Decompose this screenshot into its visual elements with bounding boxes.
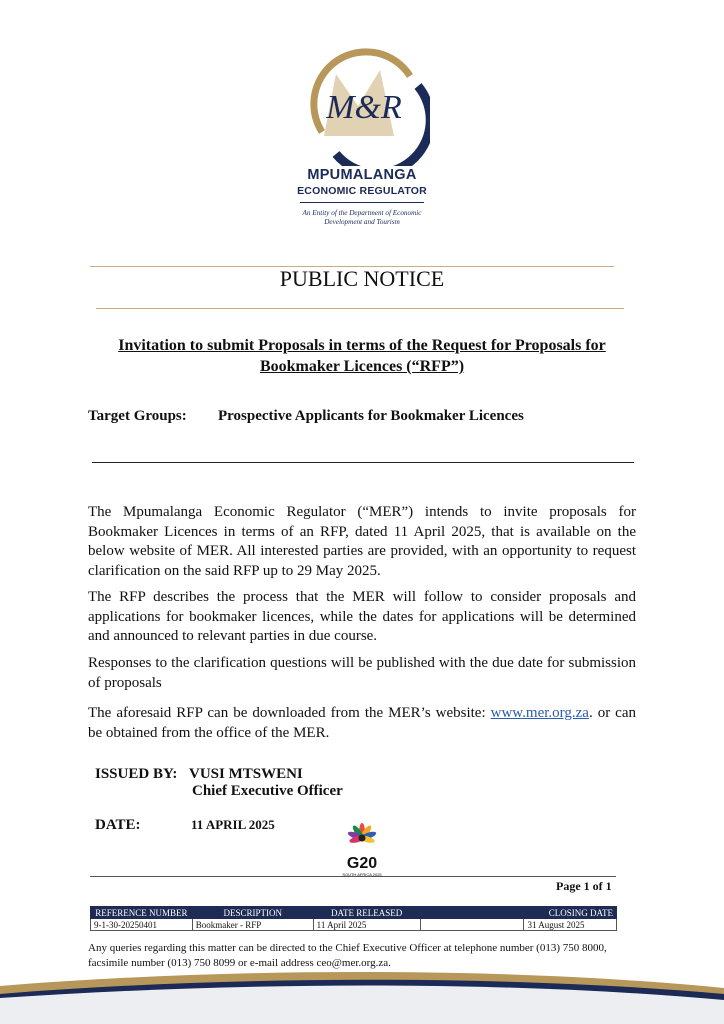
issued-by-label: ISSUED BY: bbox=[95, 766, 178, 782]
section-divider bbox=[92, 462, 634, 463]
mer-logo bbox=[300, 36, 430, 166]
table-cell bbox=[420, 919, 524, 931]
g20-logo bbox=[336, 822, 388, 878]
column-header: REFERENCE NUMBER bbox=[91, 907, 193, 919]
footer-divider bbox=[90, 876, 616, 877]
table-row bbox=[91, 919, 617, 931]
table-header-row bbox=[91, 907, 617, 919]
title-bottom-rule bbox=[96, 308, 624, 309]
org-tagline-line2: Development and Tourism bbox=[324, 218, 400, 226]
org-name-line2: ECONOMIC REGULATOR bbox=[297, 185, 427, 197]
table-cell: 31 August 2025 bbox=[524, 919, 617, 931]
reference-table bbox=[90, 906, 617, 931]
target-groups-label: Target Groups: bbox=[88, 408, 187, 424]
date-value: 11 APRIL 2025 bbox=[191, 817, 275, 832]
target-groups-value: Prospective Applicants for Bookmaker Licences bbox=[218, 408, 524, 424]
table-cell: 11 April 2025 bbox=[313, 919, 420, 931]
column-header: CLOSING DATE bbox=[524, 907, 617, 919]
subject-line2: Bookmaker Licences (“RFP”) bbox=[259, 358, 465, 375]
table-cell: Bookmaker - RFP bbox=[192, 919, 313, 931]
date-label: DATE: bbox=[95, 817, 141, 833]
footer-swoosh bbox=[0, 966, 724, 1024]
org-divider bbox=[300, 202, 424, 203]
subject-line1: Invitation to submit Proposals in terms of the Request for Proposals for bbox=[118, 337, 606, 354]
body-paragraph-4 bbox=[88, 704, 636, 743]
column-header: DATE RELEASED bbox=[313, 907, 420, 919]
svg-text:SOUTH AFRICA 2025: SOUTH AFRICA 2025 bbox=[342, 872, 382, 877]
table-cell: 9-1-30-20250401 bbox=[91, 919, 193, 931]
page-title: PUBLIC NOTICE bbox=[279, 266, 445, 291]
issuer-title: Chief Executive Officer bbox=[192, 783, 343, 799]
body-paragraph-3: Responses to the clarification questions will be published with the due date for submission of proposals bbox=[88, 655, 636, 691]
issuer-name: VUSI MTSWENI bbox=[189, 766, 303, 782]
column-header bbox=[420, 907, 524, 919]
org-name-line1: MPUMALANGA bbox=[307, 167, 417, 183]
svg-text:M&R: M&R bbox=[326, 89, 402, 126]
body-paragraph-2: The RFP describes the process that the MER will follow to consider proposals and applications for bookmaker licences, while the dates for applications will be determined and announced to relevant parties in due course. bbox=[88, 589, 636, 645]
org-tagline-line1: An Entity of the Department of Economic bbox=[302, 209, 422, 217]
svg-text:G20: G20 bbox=[346, 855, 378, 872]
website-link[interactable]: www.mer.org.za bbox=[490, 705, 589, 721]
paragraph-text: . or can be obtained from the office of the MER. bbox=[88, 705, 637, 741]
paragraph-text: The aforesaid RFP can be downloaded from the MER’s website: bbox=[88, 705, 491, 721]
footer-note: Any queries regarding this matter can be directed to the Chief Executive Officer at telephone number (013) 750 8000, facsimile number (013) 750 8099 or e-mail address ceo@mer.org.za. bbox=[88, 942, 607, 969]
body-paragraph-1: The Mpumalanga Economic Regulator (“MER”) intends to invite proposals for Bookmaker Licences in terms of an RFP, dated 11 April 2025, that is available on the below website of MER. All interested parties are provided, with an opportunity to request clarification on the said RFP up to 29 May 2025. bbox=[88, 504, 636, 579]
column-header: DESCRIPTION bbox=[192, 907, 313, 919]
page-number: Page 1 of 1 bbox=[556, 879, 612, 893]
